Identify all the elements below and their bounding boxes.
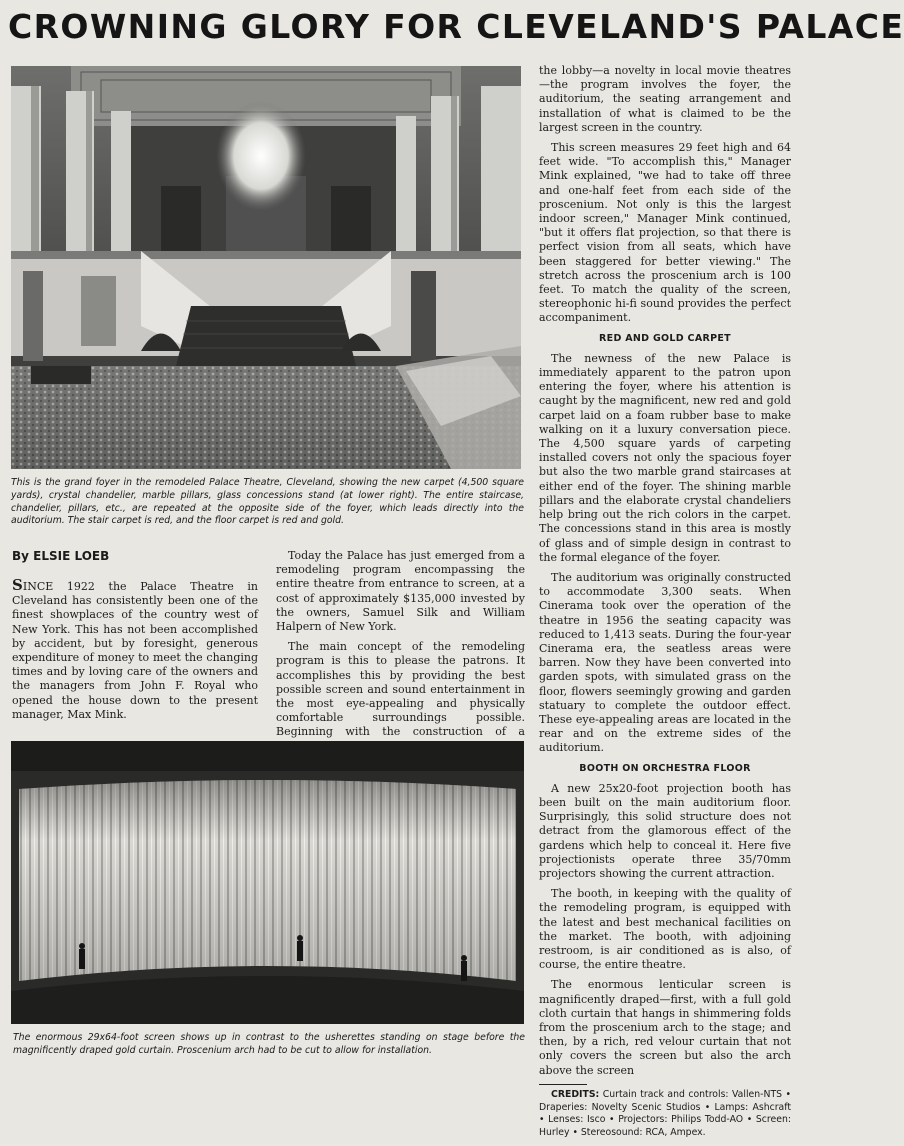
- credits: [539, 1089, 791, 1140]
- paragraph: The main concept of the remodeling program is this to please the patrons. It accomplishes this by providing the best possible screen and sound entertainment in the most eye-appealing and physically comfortable surroundings possible. Beginning with the construction of a: [276, 640, 525, 739]
- paragraph: Today the Palace has just emerged from a remodeling program encompassing the entire theatre from entrance to screen, at a cost of approximately $135,000 invested by the owners, Samuel Silk and William Halpern of New York.: [276, 549, 525, 634]
- paragraph: The auditorium was originally constructed to accommodate 3,300 seats. When Cinerama took over the operation of the theatre in 1956 the seating capacity was reduced to 1,413 seats. During the four-year Cinerama era, the seatless areas were barren. Now they have been converted into garden spots, with simulated grass on the floor, flowers seemingly growing and garden statuary to complete the outdoor effect. These eye-appealing areas are located in the rear and on the extreme sides of the auditorium.: [539, 570, 791, 755]
- intro-text: INCE 1922 the Palace Theatre in Cleveland has consistently been one of the finest showplaces of the country west of New York. This has not been accomplished by accident, but by foresight, generous expenditure of money to meet the changing times and by loving care of the owners and the managers from John F. Royal who opened the house down to the present manager, Max Mink.: [12, 580, 258, 721]
- headline: CROWNING GLORY FOR CLEVELAND'S PALACE: [8, 7, 904, 46]
- byline: By ELSIE LOEB: [12, 549, 110, 563]
- subhead-booth: BOOTH ON ORCHESTRA FLOOR: [579, 762, 751, 774]
- credits-text: Curtain track and controls: Vallen-NTS • Draperies: Novelty Scenic Studios • Lamps: Ashcraft • Lenses: Isco • Projectors: Philips Todd-AO • Screen: Hurley • Stereosound: RCA, Ampex.: [539, 1088, 791, 1139]
- paragraph: The newness of the new Palace is immediately apparent to the patron upon entering the foyer, where his attention is caught by the magnificent, new red and gold carpet laid on a foam rubber base to make walking on it a luxury conversation piece. The 4,500 square yards of carpeting installed covers not only the spacious foyer but also the two marble grand staircases at either end of the foyer. The shining marble pillars and the elaborate crystal chandeliers help bring out the rich colors in the carpet. The concessions stand in this area is mostly of glass and of simple design in contrast to the formal elegance of the foyer.: [539, 351, 791, 564]
- paragraph: This screen measures 29 feet high and 64 feet wide. "To accomplish this," Manager Mink explained, "we had to take off three and one-half feet from each side of the proscenium. Not only is this the largest indoor screen," Manager Mink continued, "but it offers flat projection, so that there is perfect vision from all seats, which have been staggered for better viewing." The stretch across the proscenium arch is 100 feet. To match the quality of the screen, stereophonic hi-fi sound provides the perfect accompaniment.: [539, 141, 791, 325]
- drop-cap: S: [12, 576, 23, 594]
- paragraph: The enormous lenticular screen is magnificently draped—first, with a full gold cloth curtain that hangs in shimmering folds from the proscenium arch to the stage; and then, by a rich, red velour curtain that not only covers the screen but also the arch above the screen: [539, 978, 791, 1077]
- credits-label: CREDITS:: [551, 1088, 600, 1100]
- foyer-caption: This is the grand foyer in the remodeled Palace Theatre, Cleveland, showing the new carpet (4,500 square yards), crystal chandelier, marble pillars, glass concessions stand (at lower right). The entire staircase, chandelier, pillars, etc., are repeated at the opposite side of the foyer, which leads directly into the auditorium. The stair carpet is red, and the floor carpet is red and gold.: [11, 477, 524, 527]
- screen-caption: The enormous 29x64-foot screen shows up in contrast to the usherettes standing on stage before the magnificently draped gold curtain. Proscenium arch had to be cut to allow for installation.: [13, 1032, 525, 1056]
- foyer-photo: [11, 66, 521, 469]
- subhead-carpet: RED AND GOLD CARPET: [599, 332, 731, 344]
- intro-paragraph: [12, 578, 258, 722]
- paragraph: The booth, in keeping with the quality of the remodeling program, is equipped with the latest and best mechanical facilities on the market. The booth, with adjoining restroom, is air conditioned as is also, of course, the entire theatre.: [539, 887, 791, 972]
- screen-photo: [11, 741, 524, 1024]
- column-3: [539, 64, 791, 1146]
- divider: [539, 1084, 587, 1085]
- paragraph: the lobby—a novelty in local movie theatres—the program involves the foyer, the auditorium, the seating arrangement and installation of what is claimed to be the largest screen in the country.: [539, 64, 791, 134]
- column-1: [12, 578, 258, 728]
- column-2: [276, 549, 525, 760]
- paragraph: A new 25x20-foot projection booth has been built on the main auditorium floor. Surprisingly, this solid structure does not detract from the glamorous effect of the gardens which help to conceal it. Here five projectionists operate three 35/70mm projectors showing the current attraction.: [539, 781, 791, 880]
